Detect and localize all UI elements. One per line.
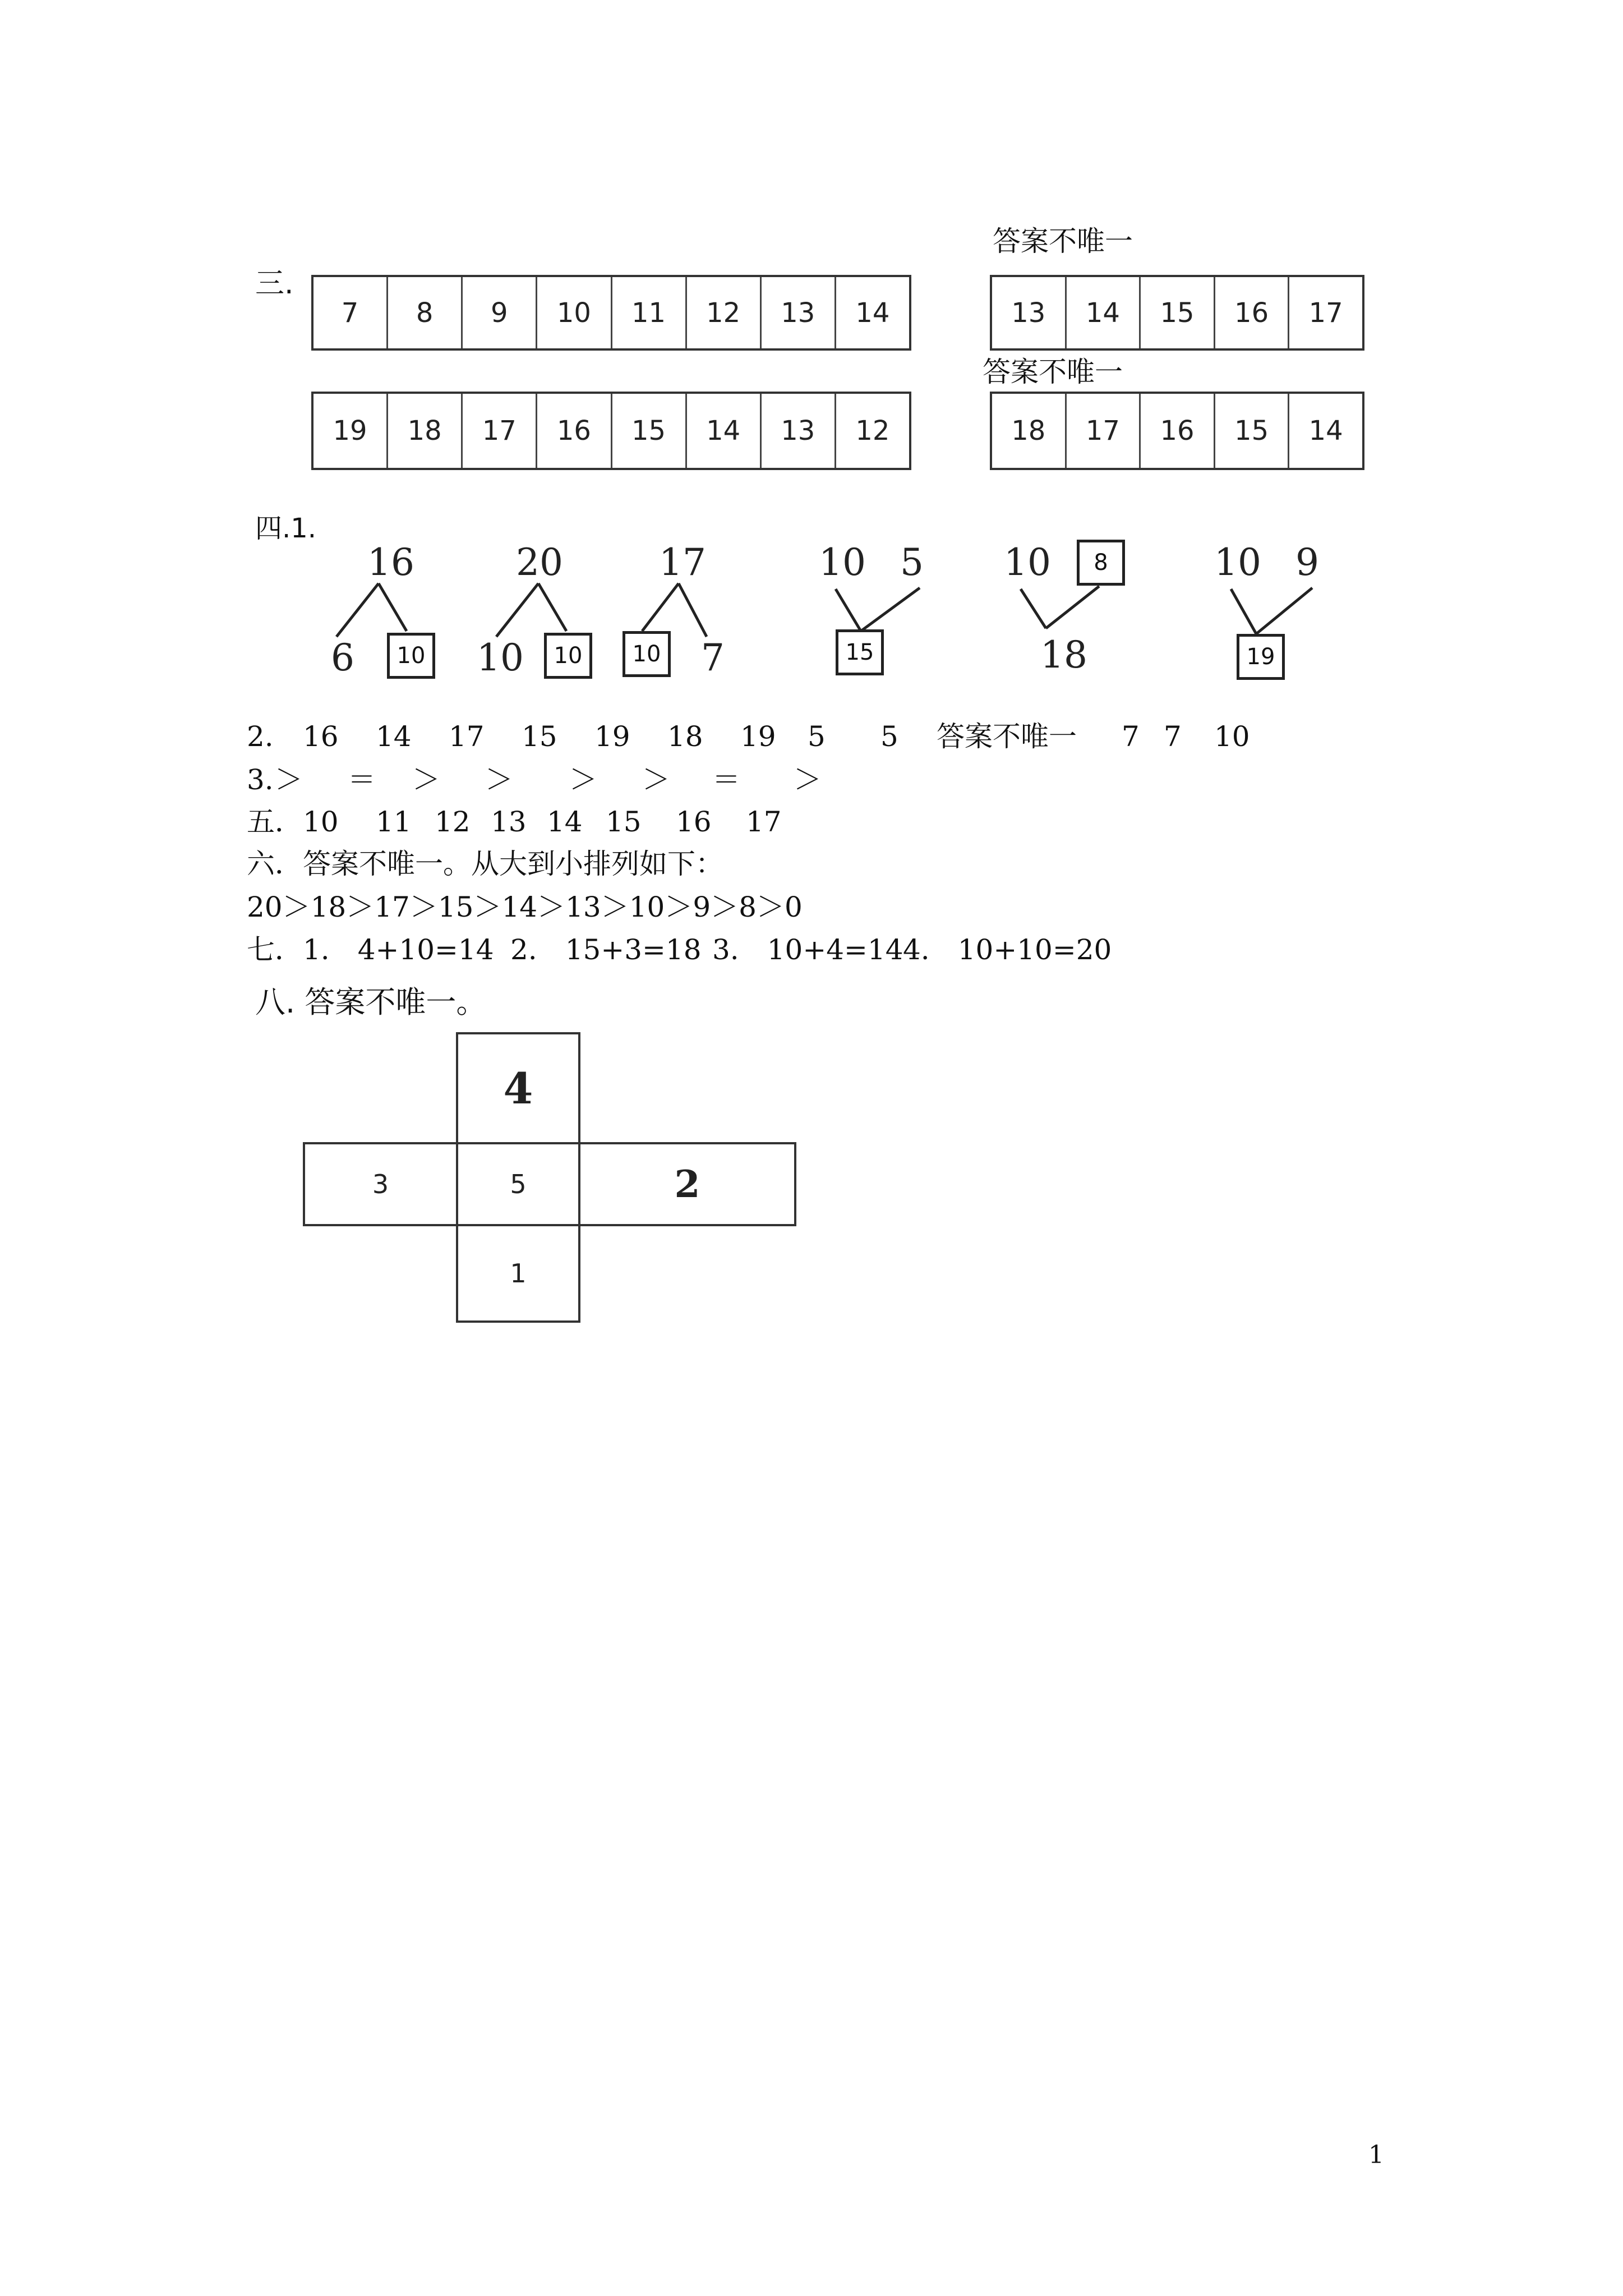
bond-top-right-box: 8 <box>1077 540 1125 586</box>
row-c-cell: 13 <box>762 394 836 468</box>
row-a-cell: 11 <box>612 277 687 348</box>
bond-bottom-box: 15 <box>836 629 884 675</box>
cube-net-left: 3 <box>303 1142 458 1226</box>
bond-top: 17 <box>659 541 706 584</box>
page-number: 1 <box>1368 2141 1384 2169</box>
row-b-cell: 14 <box>1067 277 1141 348</box>
row-c-cell: 12 <box>855 415 890 447</box>
section3-note-mid: 答案不唯一 <box>983 356 1123 388</box>
bond-top: 16 <box>367 541 414 584</box>
line-symbol: ＞ <box>569 763 597 796</box>
number-bond-5 <box>998 539 1166 696</box>
line-prefix: 五． <box>247 806 303 838</box>
line-prefix: 3. <box>247 763 274 796</box>
line-value: 15 <box>606 806 642 838</box>
line-symbol: ＞ <box>485 763 513 796</box>
row-c-cell: 14 <box>687 394 762 468</box>
row-a-cell: 12 <box>687 277 762 348</box>
row-c-cell: 15 <box>612 394 687 468</box>
line-value: 19 <box>594 720 630 753</box>
line-value: 12 <box>435 806 471 838</box>
row-a-cell: 8 <box>388 277 463 348</box>
line-tail: 7 <box>1164 720 1182 753</box>
line-symbol: ＞ <box>642 763 670 796</box>
line-symbol: ＞ <box>275 763 303 796</box>
row-a-cell: 13 <box>762 277 836 348</box>
cube-net-right: 2 <box>578 1142 796 1226</box>
line-value: 19 <box>740 720 776 753</box>
line-prefix: 七． <box>247 933 303 966</box>
row-c-cell: 18 <box>388 394 463 468</box>
bond-left-box: 10 <box>623 631 671 677</box>
line-symbol: ＞ <box>412 763 440 796</box>
answer-line-2 <box>247 720 1250 753</box>
line-item: 1. 4+10=14 <box>303 933 494 966</box>
row-d-cell: 15 <box>1215 394 1290 468</box>
answer-line-6b: 20＞18＞17＞15＞14＞13＞10＞9＞8＞0 <box>247 891 803 923</box>
answer-line-3 <box>247 763 822 796</box>
row-c-cell: 16 <box>537 394 612 468</box>
bond-bottom-box: 19 <box>1237 634 1285 680</box>
bond-top-right: 9 <box>1295 541 1319 584</box>
row-b-cell: 15 <box>1141 277 1215 348</box>
row-d-cell: 16 <box>1141 394 1215 468</box>
cube-net-bottom: 1 <box>456 1224 580 1323</box>
line-item: 3. 10+4=14 <box>712 933 903 966</box>
row-d-cell: 17 <box>1067 394 1141 468</box>
bond-right-box: 10 <box>544 633 592 679</box>
line-value: 5 <box>880 720 898 753</box>
row-b-cell: 17 <box>1308 297 1343 329</box>
row-c-cell: 19 <box>313 394 388 468</box>
bond-right: 7 <box>701 636 725 679</box>
line-value: 17 <box>449 720 485 753</box>
line-symbol: ＝ <box>348 763 376 796</box>
row-c <box>311 392 911 470</box>
row-c-cell: 17 <box>463 394 537 468</box>
bond-top-right: 5 <box>900 541 924 584</box>
bond-top: 20 <box>516 541 563 584</box>
bond-bottom: 18 <box>1040 633 1087 677</box>
answer-line-6a: 六．答案不唯一。从大到小排列如下： <box>247 848 723 880</box>
number-bond-4 <box>813 539 981 696</box>
line-value: 11 <box>376 806 412 838</box>
row-a-cell: 9 <box>463 277 537 348</box>
line-value: 16 <box>303 720 339 753</box>
row-b-cell: 16 <box>1215 277 1290 348</box>
line-value: 5 <box>808 720 826 753</box>
number-bond-2 <box>471 539 639 696</box>
row-a-cell: 7 <box>313 277 388 348</box>
line-value: 16 <box>676 806 712 838</box>
number-bond-3 <box>617 539 785 696</box>
number-bond-6 <box>1209 539 1377 696</box>
line-value: 10 <box>303 806 339 838</box>
cube-net-top: 4 <box>456 1032 580 1144</box>
row-a-cell: 14 <box>855 297 890 329</box>
line-tail: 10 <box>1214 720 1250 753</box>
line-value: 14 <box>547 806 583 838</box>
line-value: 14 <box>376 720 412 753</box>
section8-label: 八. 答案不唯一。 <box>255 984 487 1020</box>
bond-left: 10 <box>477 636 524 679</box>
line-tail: 7 <box>1122 720 1140 753</box>
bond-left: 6 <box>331 636 354 679</box>
line-value: 17 <box>746 806 782 838</box>
row-a <box>311 275 911 351</box>
row-d-cell: 18 <box>992 394 1067 468</box>
cube-net-center: 5 <box>456 1142 580 1226</box>
row-d <box>990 392 1364 470</box>
number-bond-1 <box>314 539 482 696</box>
line-value: 13 <box>491 806 527 838</box>
bond-top-left: 10 <box>819 541 866 584</box>
bond-right-box: 10 <box>387 633 435 679</box>
bond-top-left: 10 <box>1004 541 1051 584</box>
line-item: 2. 15+3=18 <box>510 933 702 966</box>
line-symbol: ＝ <box>712 763 740 796</box>
line-value: 18 <box>667 720 703 753</box>
section3-note-top: 答案不唯一 <box>993 225 1133 257</box>
line-symbol: ＞ <box>794 763 822 796</box>
section3-label: 三. <box>255 267 294 301</box>
row-b <box>990 275 1364 351</box>
row-b-cell: 13 <box>992 277 1067 348</box>
line-item: 4. 10+10=20 <box>903 933 1112 966</box>
line-value: 15 <box>522 720 557 753</box>
bond-top-left: 10 <box>1214 541 1261 584</box>
answer-line-5 <box>247 808 782 836</box>
line-prefix: 2. <box>247 720 274 753</box>
row-d-cell: 14 <box>1308 415 1343 447</box>
row-a-cell: 10 <box>537 277 612 348</box>
section4-label: 四.1. <box>255 513 317 544</box>
line-note: 答案不唯一 <box>937 720 1077 753</box>
answer-line-7 <box>247 933 1112 966</box>
